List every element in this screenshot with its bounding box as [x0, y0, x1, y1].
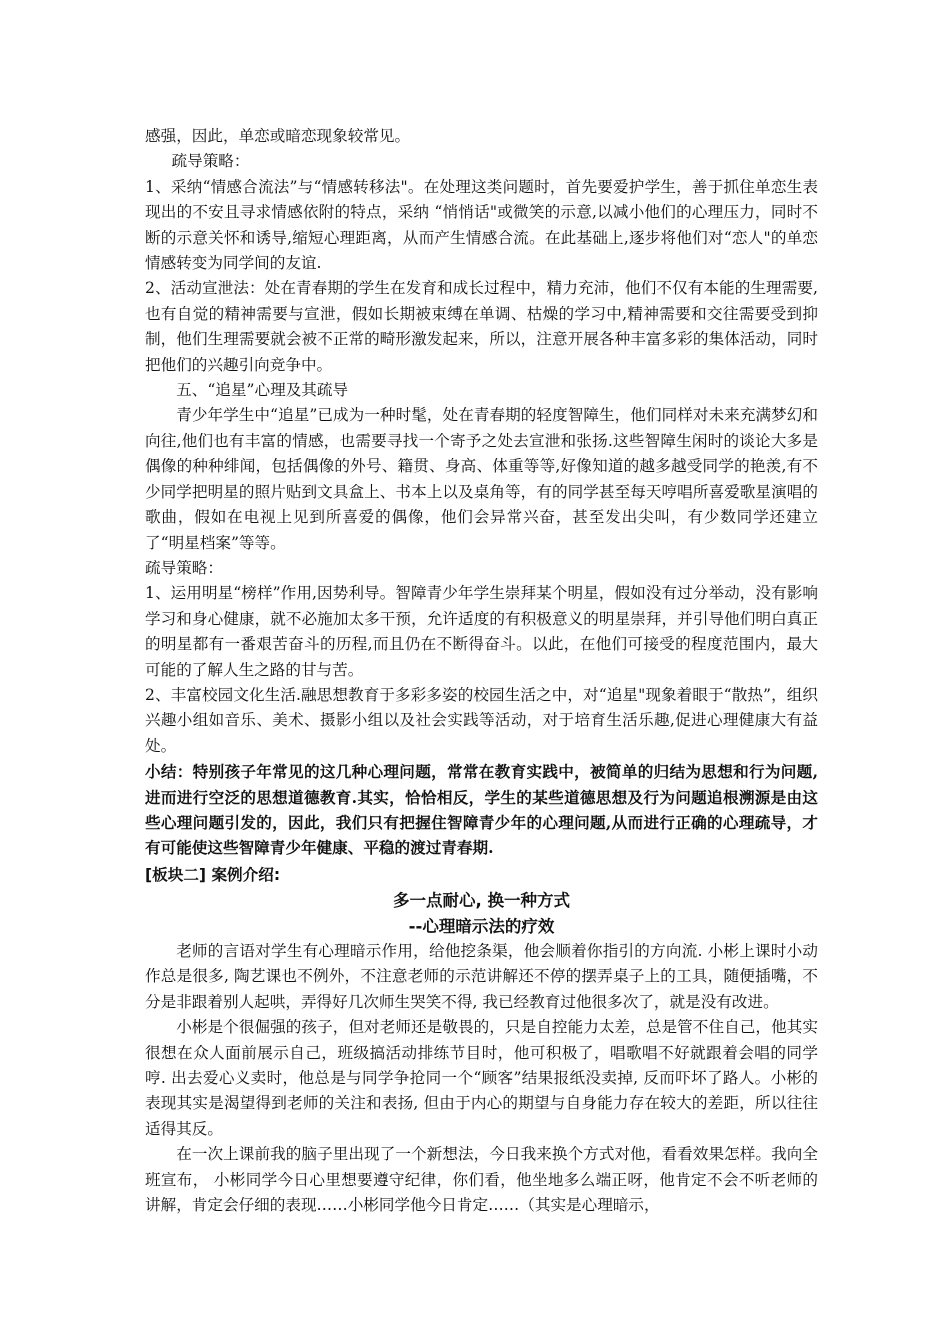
case-paragraph-3: 在一次上课前我的脑子里出现了一个新想法，今日我来换个方式对他，看看效果怎样。我向全班宣布， 小彬同学今日心里想要遵守纪律，你们看，他坐地多么端正呀，他肯定不会不听老师的讲解，肯定会仔细的表现……小彬同学他今日肯定……（其实是心理暗示， — [145, 1145, 818, 1215]
case-subtitle: --心理暗示法的疗效 — [408, 916, 555, 936]
case-paragraph-2: 小彬是个很倔强的孩子，但对老师还是敬畏的，只是自控能力太差，总是管不住自己，他其实很想在众人面前展示自己，班级搞活动排练节目时，他可积极了，唱歌唱不好就跟着会唱的同学哼. 出去爱心义卖时，他总是与同学争抢同一个“顾客”结果报纸没卖掉, 反而吓坏了路人。小彬的表现其实是渴望得到老师的关注和表扬, 但由于内心的期望与自身能力存在较大的差距，所以往往适得其反。 — [145, 1018, 818, 1138]
case-paragraph-1: 老师的言语对学生有心理暗示作用，给他挖条渠，他会顺着你指引的方向流. 小彬上课时小动作总是很多, 陶艺课也不例外，不注意老师的示范讲解还不停的摆弄桌子上的工具，随便插嘴，不分是非跟着别人起哄，弄得好几次师生哭笑不得, 我已经教育过他很多次了，就是没有改进。 — [145, 942, 818, 1011]
strategy-heading: 疏导策略： — [171, 152, 250, 171]
strategy-item-2: 2、活动宣泄法：处在青春期的学生在发育和成长过程中，精力充沛，他们不仅有本能的生理需要,也有自觉的精神需要与宣泄，假如长期被束缚在单调、枯燥的学习中,精神需要和交往需要受到抑制，他们生理需要就会被不正常的畸形激发起来，所以，注意开展各种丰富多彩的集体活动，同时把他们的兴趣引向竞争中。 — [145, 279, 818, 374]
strategy-heading-2: 疏导策略： — [145, 558, 223, 577]
idol-paragraph: 青少年学生中“追星”已成为一种时髦，处在青春期的轻度智障生，他们同样对未来充满梦幻和向往,他们也有丰富的情感，也需要寻找一个寄予之处去宣泄和张扬.这些智障生闲时的谈论大多是偶像的种种绯闻，包括偶像的外号、籍贯、身高、体重等等,好像知道的越多越受同学的艳羡,有不少同学把明星的照片贴到文具盒上、书本上以及桌角等，有的同学甚至每天哼唱所喜爱歌星演唱的歌曲，假如在电视上见到所喜爱的偶像，他们会异常兴奋，甚至发出尖叫，有少数同学还建立了“明星档案”等等。 — [145, 406, 818, 552]
module-heading: [板块二] 案例介绍: — [145, 865, 281, 884]
case-title: 多一点耐心, 换一种方式 — [392, 891, 570, 911]
strategy-item-1b: 1、运用明星“榜样”作用,因势利导。智障青少年学生崇拜某个明星，假如没有过分举动，没有影响学习和身心健康，就不必施加太多干预，允许适度的有积极意义的明星崇拜，并引导他们明白真正的明星都有一番艰苦奋斗的历程,而且仍在不断得奋斗。以此，在他们可接受的程度范围内，最大可能的了解人生之路的甘与苦。 — [145, 584, 818, 679]
strategy-item-1: 1、采纳“情感合流法”与“情感转移法"。在处理这类问题时，首先要爱护学生，善于抓住单恋生表现出的不安且寻求情感依附的特点，采纳 “悄悄话"或微笑的示意,以减小他们的心理压力，同时不断的示意关怀和诱导,缩短心理距离，从而产生情感合流。在此基础上,逐步将他们对“恋人"的单恋情感转变为同学间的友谊. — [145, 177, 818, 273]
section-heading-5: 五、“追星”心理及其疏导 — [176, 381, 349, 400]
paragraph-continuation: 感强，因此，单恋或暗恋现象较常见。 — [145, 127, 411, 145]
summary-paragraph: 小结：特别孩子年常见的这几种心理问题，常常在教育实践中，被简单的归结为思想和行为问题,进而进行空泛的思想道德教育.其实，恰恰相反，学生的某些道德思想及行为问题追根溯源是由这些心理问题引发的，因此，我们只有把握住智障青少年的心理问题,从而进行正确的心理疏导，才有可能使这些智障青少年健康、平稳的渡过青春期. — [145, 762, 818, 858]
strategy-item-2b: 2、丰富校园文化生活.融思想教育于多彩多姿的校园生活之中，对“追星"现象着眼于“散热”，组织兴趣小组如音乐、美术、摄影小组以及社会实践等活动，对于培育生活乐趣,促进心理健康大有益处。 — [145, 685, 818, 755]
document-body — [145, 124, 818, 1218]
